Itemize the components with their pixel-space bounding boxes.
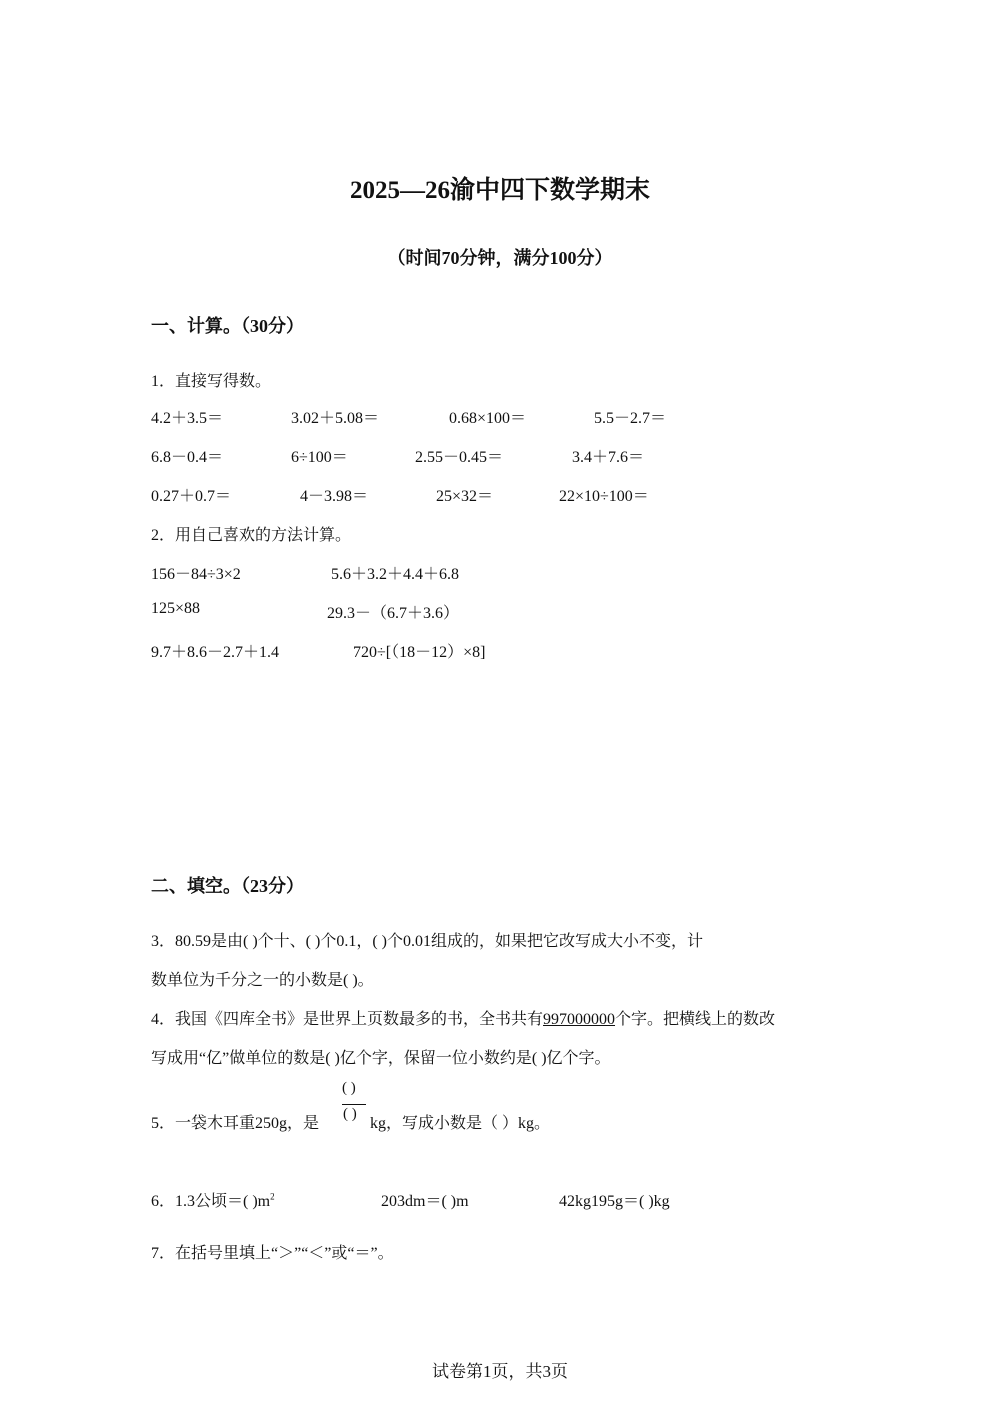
expression: 0.68×100＝	[449, 410, 527, 427]
expression: 6÷100＝	[291, 449, 348, 466]
question-7-label: 7．在括号里填上“＞”“＜”或“＝”。	[151, 1245, 394, 1262]
question-2-label: 2．用自己喜欢的方法计算。	[151, 527, 352, 544]
expression: 6.8－0.4＝	[151, 449, 224, 466]
question-6-part: 42kg195g＝( )kg	[559, 1193, 670, 1210]
expression: 3.02＋5.08＝	[291, 410, 380, 427]
question-4-text: 4．我国《四库全书》是世界上页数最多的书，全书共有	[151, 1011, 544, 1028]
expression: 4.2＋3.5＝	[151, 410, 224, 427]
expression: 125×88	[151, 600, 201, 617]
section-heading-calculation: 一、计算。（30分）	[151, 316, 304, 336]
question-6-part: 203dm＝( )m	[381, 1193, 469, 1210]
question-3-line: 数单位为千分之一的小数是( )。	[151, 972, 374, 989]
expression: 5.6＋3.2＋4.4＋6.8	[331, 566, 460, 583]
question-5-before: 5．一袋木耳重250g，是	[151, 1115, 320, 1132]
expression: 22×10÷100＝	[559, 488, 649, 505]
expression: 4－3.98＝	[300, 488, 369, 505]
section-heading-fill-in: 二、填空。（23分）	[151, 876, 304, 896]
expression: 25×32＝	[436, 488, 494, 505]
expression: 5.5－2.7＝	[594, 410, 667, 427]
expression: 9.7＋8.6－2.7＋1.4	[151, 644, 280, 661]
question-6-text: 6．1.3公顷＝( )m	[151, 1193, 271, 1210]
question-4-line	[151, 1006, 775, 1029]
question-4-line: 写成用“亿”做单位的数是( )亿个字，保留一位小数约是( )亿个字。	[151, 1050, 611, 1067]
page-footer: 试卷第1页，共3页	[432, 1362, 568, 1381]
page-title: 2025—26渝中四下数学期末	[349, 177, 650, 204]
question-3-line: 3．80.59是由( )个十、( )个0.1，( )个0.01组成的，如果把它改写成大小不变，计	[151, 933, 703, 950]
underlined-number: 997000000	[543, 1011, 616, 1028]
fraction-denominator: ( )	[343, 1106, 357, 1122]
expression: 720÷[（18－12）×8]	[353, 644, 486, 661]
fraction-bar	[342, 1104, 366, 1105]
fraction-numerator: ( )	[342, 1080, 356, 1096]
question-5-after: kg，写成小数是（ ）kg。	[370, 1115, 551, 1132]
question-1-label: 1．直接写得数。	[151, 373, 272, 390]
expression: 3.4＋7.6＝	[572, 449, 645, 466]
superscript: 2	[270, 1191, 275, 1202]
expression: 0.27＋0.7＝	[151, 488, 232, 505]
exam-info: （时间70分钟，满分100分）	[387, 248, 613, 268]
question-6-part	[151, 1188, 275, 1211]
question-4-text: 个字。把横线上的数改	[615, 1011, 776, 1028]
expression: 2.55－0.45＝	[415, 449, 504, 466]
expression: 156－84÷3×2	[151, 566, 241, 583]
expression: 29.3－（6.7＋3.6）	[327, 605, 460, 622]
